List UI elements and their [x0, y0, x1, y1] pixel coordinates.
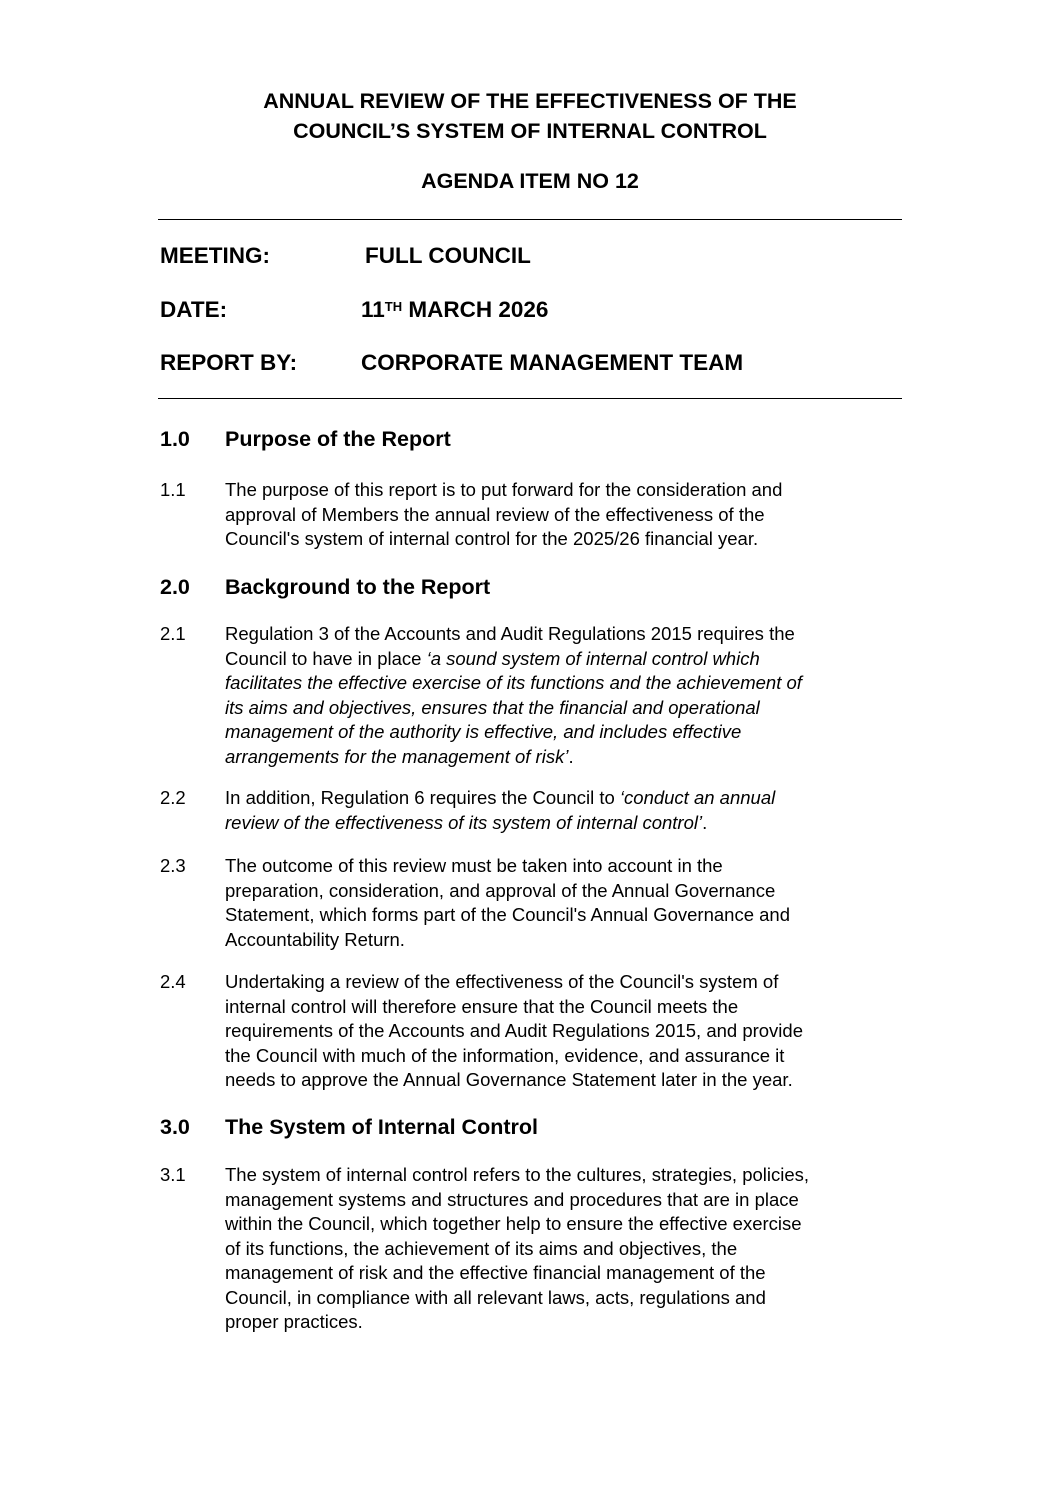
- paragraph-line: [225, 720, 905, 745]
- section-title: Background to the Report: [225, 575, 491, 599]
- quoted-regulation-text: facilitates the effective exercise of its functions and the achievement of: [225, 672, 802, 693]
- paragraph-line: within the Council, which together help to ensure the effective exercise: [225, 1213, 802, 1234]
- meeting-value: FULL COUNCIL: [365, 243, 531, 268]
- paragraph-number: 2.3: [160, 855, 186, 876]
- divider-bottom: [158, 398, 902, 399]
- paragraph-line: Undertaking a review of the effectiveness of the Council's system of: [225, 971, 779, 992]
- paragraph-number: 2.4: [160, 971, 186, 992]
- date-day: 11: [361, 297, 385, 322]
- paragraph-number: 3.1: [160, 1164, 186, 1185]
- section-number: 3.0: [160, 1115, 190, 1139]
- paragraph-text: [225, 970, 905, 1093]
- paragraph-text: [225, 1163, 905, 1335]
- report-by-label: REPORT BY:: [160, 350, 298, 375]
- date-ordinal-suffix: TH: [384, 299, 403, 314]
- paragraph-line: The purpose of this report is to put forward for the consideration and: [225, 479, 783, 500]
- paragraph-line: The system of internal control refers to the cultures, strategies, policies,: [225, 1164, 810, 1185]
- section-number: 2.0: [160, 575, 190, 599]
- line-text: .: [568, 745, 574, 767]
- paragraph-number: 1.1: [160, 479, 186, 500]
- paragraph-line: Statement, which forms part of the Council's Annual Governance and: [225, 904, 791, 925]
- paragraph-line: requirements of the Accounts and Audit Regulations 2015, and provide: [225, 1020, 803, 1041]
- meeting-label: MEETING:: [160, 243, 270, 268]
- paragraph-line: of its functions, the achievement of its aims and objectives, the: [225, 1237, 738, 1259]
- paragraph-text: [225, 622, 905, 769]
- paragraph-line: approval of Members the annual review of the effectiveness of the: [225, 503, 765, 525]
- paragraph-line: Council, in compliance with all relevant laws, acts, regulations and: [225, 1286, 766, 1308]
- paragraph-number: 2.1: [160, 623, 186, 644]
- paragraph-line: Council's system of internal control for the 2025/26 financial year.: [225, 528, 759, 549]
- quoted-regulation-text: ‘a sound system of internal control which: [426, 647, 760, 669]
- paragraph-line: the Council with much of the information, evidence, and assurance it: [225, 1044, 785, 1066]
- section-title: The System of Internal Control: [225, 1115, 538, 1139]
- paragraph-line: [225, 671, 905, 696]
- title-line-2: COUNCIL’S SYSTEM OF INTERNAL CONTROL: [293, 119, 767, 143]
- quoted-regulation-text: arrangements for the management of risk’: [225, 745, 569, 767]
- line-text: In addition, Regulation 6 requires the Council to: [225, 787, 620, 808]
- paragraph-line: Regulation 3 of the Accounts and Audit Regulations 2015 requires the: [225, 623, 795, 644]
- paragraph-line: preparation, consideration, and approval of the Annual Governance: [225, 879, 776, 901]
- report-by-value: CORPORATE MANAGEMENT TEAM: [361, 350, 744, 375]
- paragraph-line: The outcome of this review must be taken into account in the: [225, 855, 723, 876]
- paragraph-line: internal control will therefore ensure that the Council meets the: [225, 995, 739, 1017]
- date-month-year: MARCH 2026: [402, 297, 549, 322]
- agenda-item: AGENDA ITEM NO 12: [421, 169, 639, 193]
- paragraph-line: [225, 647, 905, 672]
- paragraph-text: [225, 478, 905, 552]
- section-title: Purpose of the Report: [225, 427, 451, 451]
- paragraph-line: management systems and structures and procedures that are in place: [225, 1188, 799, 1210]
- paragraph-text: [225, 786, 905, 835]
- paragraph-line: Accountability Return.: [225, 928, 405, 950]
- paragraph-number: 2.2: [160, 787, 186, 808]
- quoted-regulation-text: review of the effectiveness of its system of internal control’: [225, 811, 703, 833]
- date-value: [361, 295, 548, 325]
- paragraph-line: needs to approve the Annual Governance Statement later in the year.: [225, 1069, 793, 1090]
- quoted-regulation-text: ‘conduct an annual: [619, 787, 776, 808]
- title-line-1: ANNUAL REVIEW OF THE EFFECTIVENESS OF THE: [263, 89, 797, 113]
- paragraph-line: management of risk and the effective financial management of the: [225, 1262, 766, 1283]
- divider-top: [158, 219, 902, 220]
- section-number: 1.0: [160, 427, 190, 451]
- line-text: .: [702, 811, 708, 833]
- paragraph-line: [225, 696, 905, 721]
- date-label: DATE:: [160, 297, 228, 322]
- document-title: [160, 86, 900, 146]
- line-text: Council to have in place: [225, 647, 427, 669]
- quoted-regulation-text: management of the authority is effective, and includes effective: [225, 721, 742, 742]
- paragraph-line: proper practices.: [225, 1311, 363, 1332]
- quoted-regulation-text: its aims and objectives, ensures that the financial and operational: [225, 696, 760, 718]
- paragraph-line: [225, 786, 905, 811]
- paragraph-text: [225, 854, 905, 952]
- paragraph-line: [225, 811, 905, 836]
- paragraph-line: [225, 745, 905, 770]
